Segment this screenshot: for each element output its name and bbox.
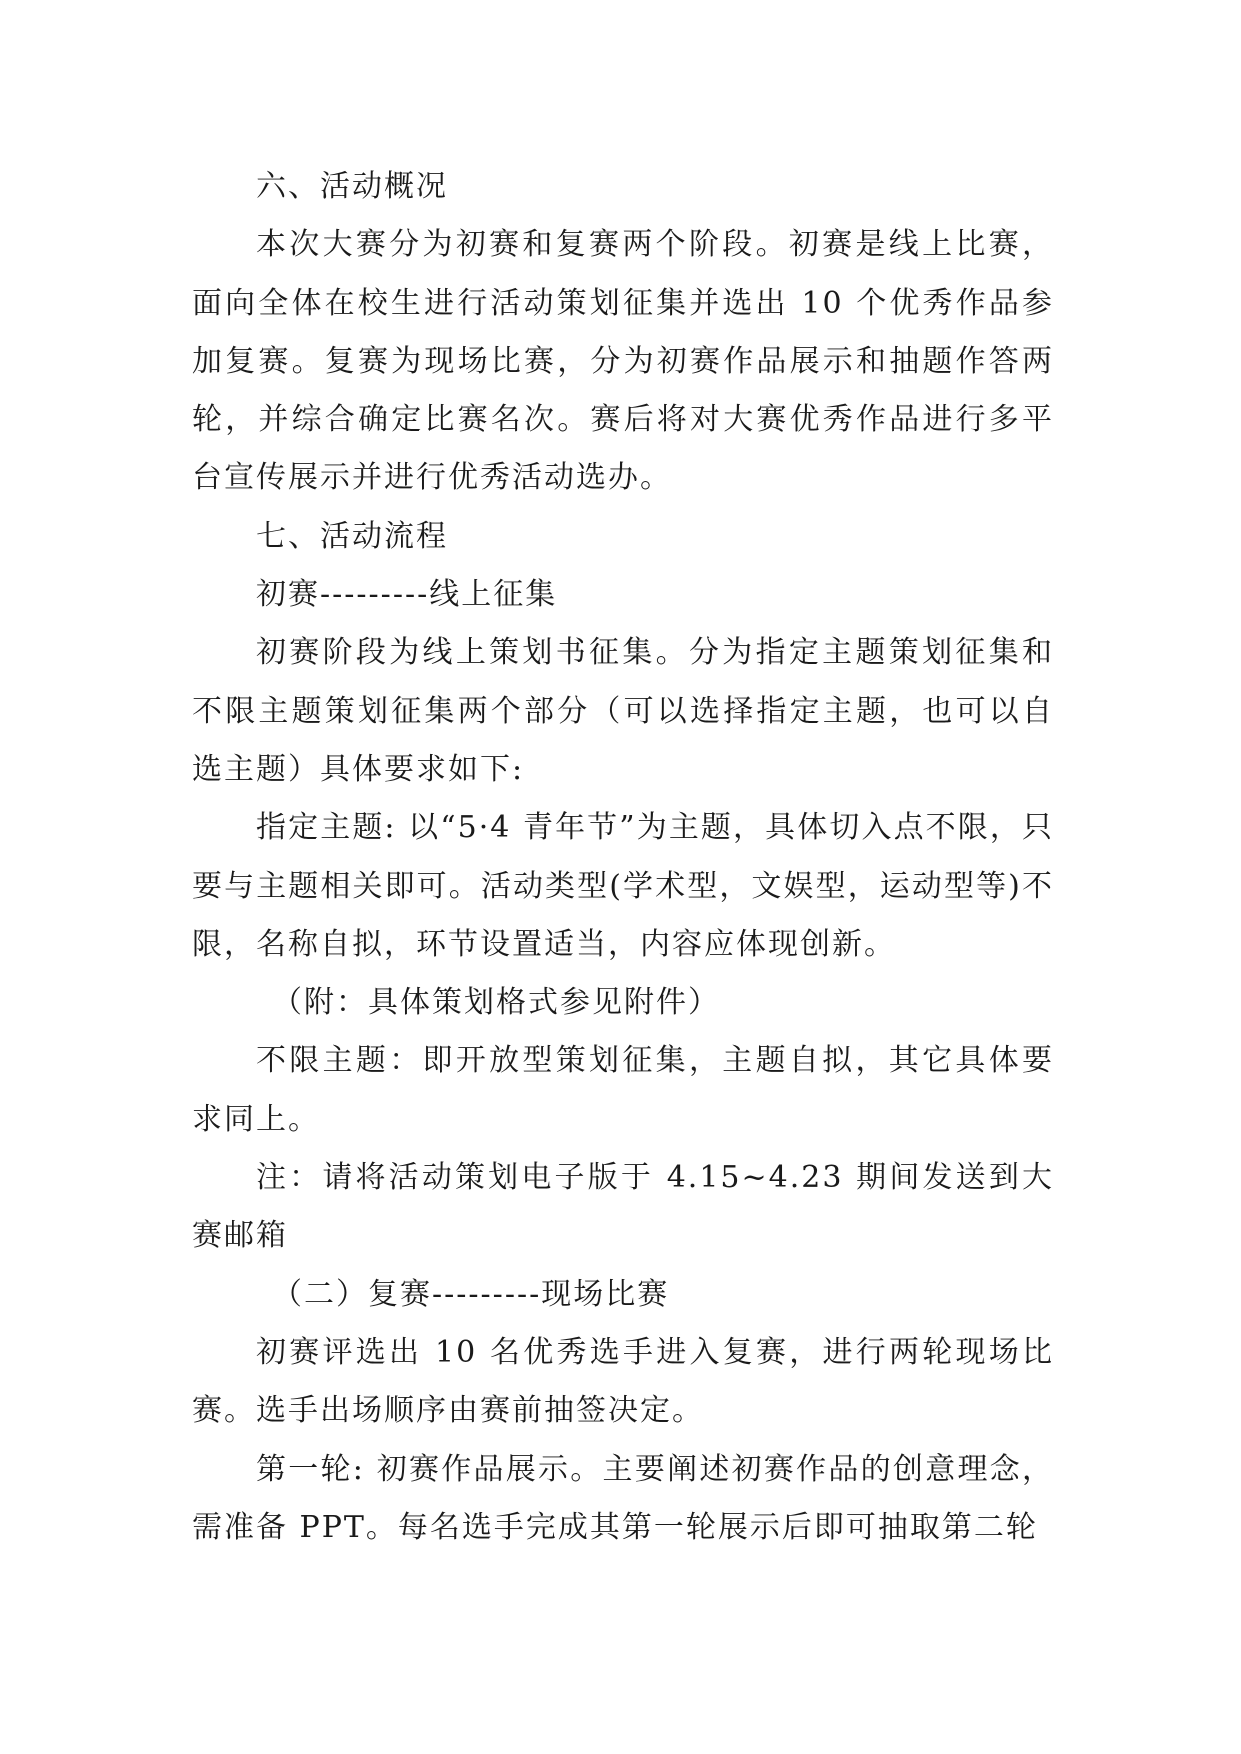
paragraph-final-desc: 初赛评选出 10 名优秀选手进入复赛，进行两轮现场比赛。选手出场顺序由赛前抽签决定。 <box>192 1334 1054 1429</box>
paragraph-preliminary-desc: 初赛阶段为线上策划书征集。分为指定主题策划征集和不限主题策划征集两个部分（可以选择指定主题，也可以自选主题）具体要求如下: <box>192 635 1054 787</box>
paragraph-round-one: 第一轮: 初赛作品展示。主要阐述初赛作品的创意理念，需准备 PPT。每名选手完成其第一轮展示后即可抽取第二轮 <box>192 1451 1054 1545</box>
document-body <box>192 158 1054 1557</box>
paragraph-overview: 本次大赛分为初赛和复赛两个阶段。初赛是线上比赛，面向全体在校生进行活动策划征集并选出 10 个优秀作品参加复赛。复赛为现场比赛，分为初赛作品展示和抽题作答两轮，并综合确定比赛名次。赛后将对大赛优秀作品进行多平台宣传展示并进行优秀活动选办。 <box>192 227 1054 496</box>
section-heading-activity-process: 七、活动流程 <box>256 518 448 554</box>
paragraph-deadline-note: 注：请将活动策划电子版于 4.15~4.23 期间发送到大赛邮箱 <box>192 1160 1054 1254</box>
subheading-preliminary: 初赛---------线上征集 <box>256 577 558 613</box>
paragraph-attachment-note: （附：具体策划格式参见附件） <box>272 985 720 1021</box>
section-heading-activity-overview: 六、活动概况 <box>256 169 448 204</box>
paragraph-open-topic: 不限主题：即开放型策划征集，主题自拟，其它具体要求同上。 <box>192 1043 1054 1137</box>
subheading-final: （二）复赛---------现场比赛 <box>272 1276 670 1312</box>
paragraph-assigned-topic: 指定主题: 以“5·4 青年节”为主题，具体切入点不限，只要与主题相关即可。活动类型(学术型，文娱型，运动型等)不限，名称自拟，环节设置适当，内容应体现创新。 <box>192 810 1054 962</box>
